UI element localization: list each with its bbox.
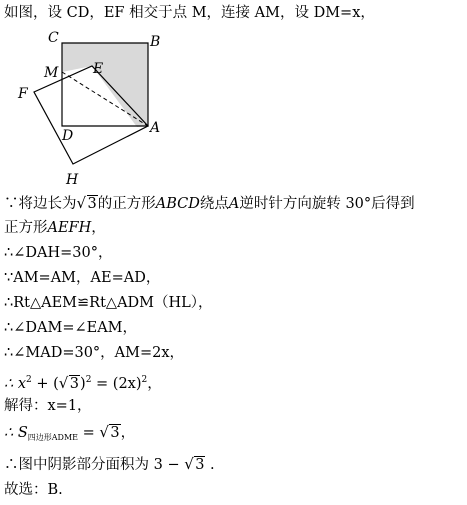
line-1-text-b: 的正方形 [97,196,156,212]
label-c: C [48,30,59,46]
line-4: ∵AM=AM，AE=AD， [4,270,161,286]
sqrt-3: √ 3 [77,194,98,214]
line-1-text-d: 逆时针方向旋转 30°后得到 [239,196,415,212]
line-1-text-a: ∵将边长为 [4,196,77,212]
label-a: A [150,120,161,136]
label-e: E [93,61,104,77]
line-2 [4,218,106,238]
label-f: F [18,86,28,102]
line-3: ∴∠DAH=30°， [4,245,113,261]
line-6: ∴∠DAM=∠EAM， [4,320,138,336]
label-m: M [44,65,59,81]
label-d: D [62,128,74,144]
label-b: B [150,34,161,50]
line-12-answer: 故选：B. [4,482,63,498]
point-a: A [228,196,240,212]
line-9: 解得：x=1， [4,398,92,414]
line-11-result: ∴图中阴影部分面积为 3 − √ 3 . [4,455,215,475]
intro-text: 如图，设 CD，EF 相交于点 M，连接 AM，设 DM=x， [4,5,375,21]
line-1 [4,194,415,214]
shaded-region [62,43,148,127]
line-1-text-c: 绕点 [199,196,229,212]
line-2-text-a: 正方形 [4,220,48,236]
square-name-aefh: AEFH [47,220,92,236]
line-2-text-b: ， [91,220,106,236]
line-5: ∴Rt△AEM≌Rt△ADM（HL）， [4,295,213,311]
line-8-equation: ∴ $x^2$ + (√ $3)^2 = (2x)^2$， [4,370,162,394]
geometry-figure [0,26,175,196]
square-name-abcd: ABCD [155,196,200,212]
line-10-area: ∴ $S_{四边形ADME}$ = √ 3， [4,423,135,448]
line-7: ∴∠MAD=30°，AM=2x， [4,345,185,361]
label-h: H [66,172,79,188]
